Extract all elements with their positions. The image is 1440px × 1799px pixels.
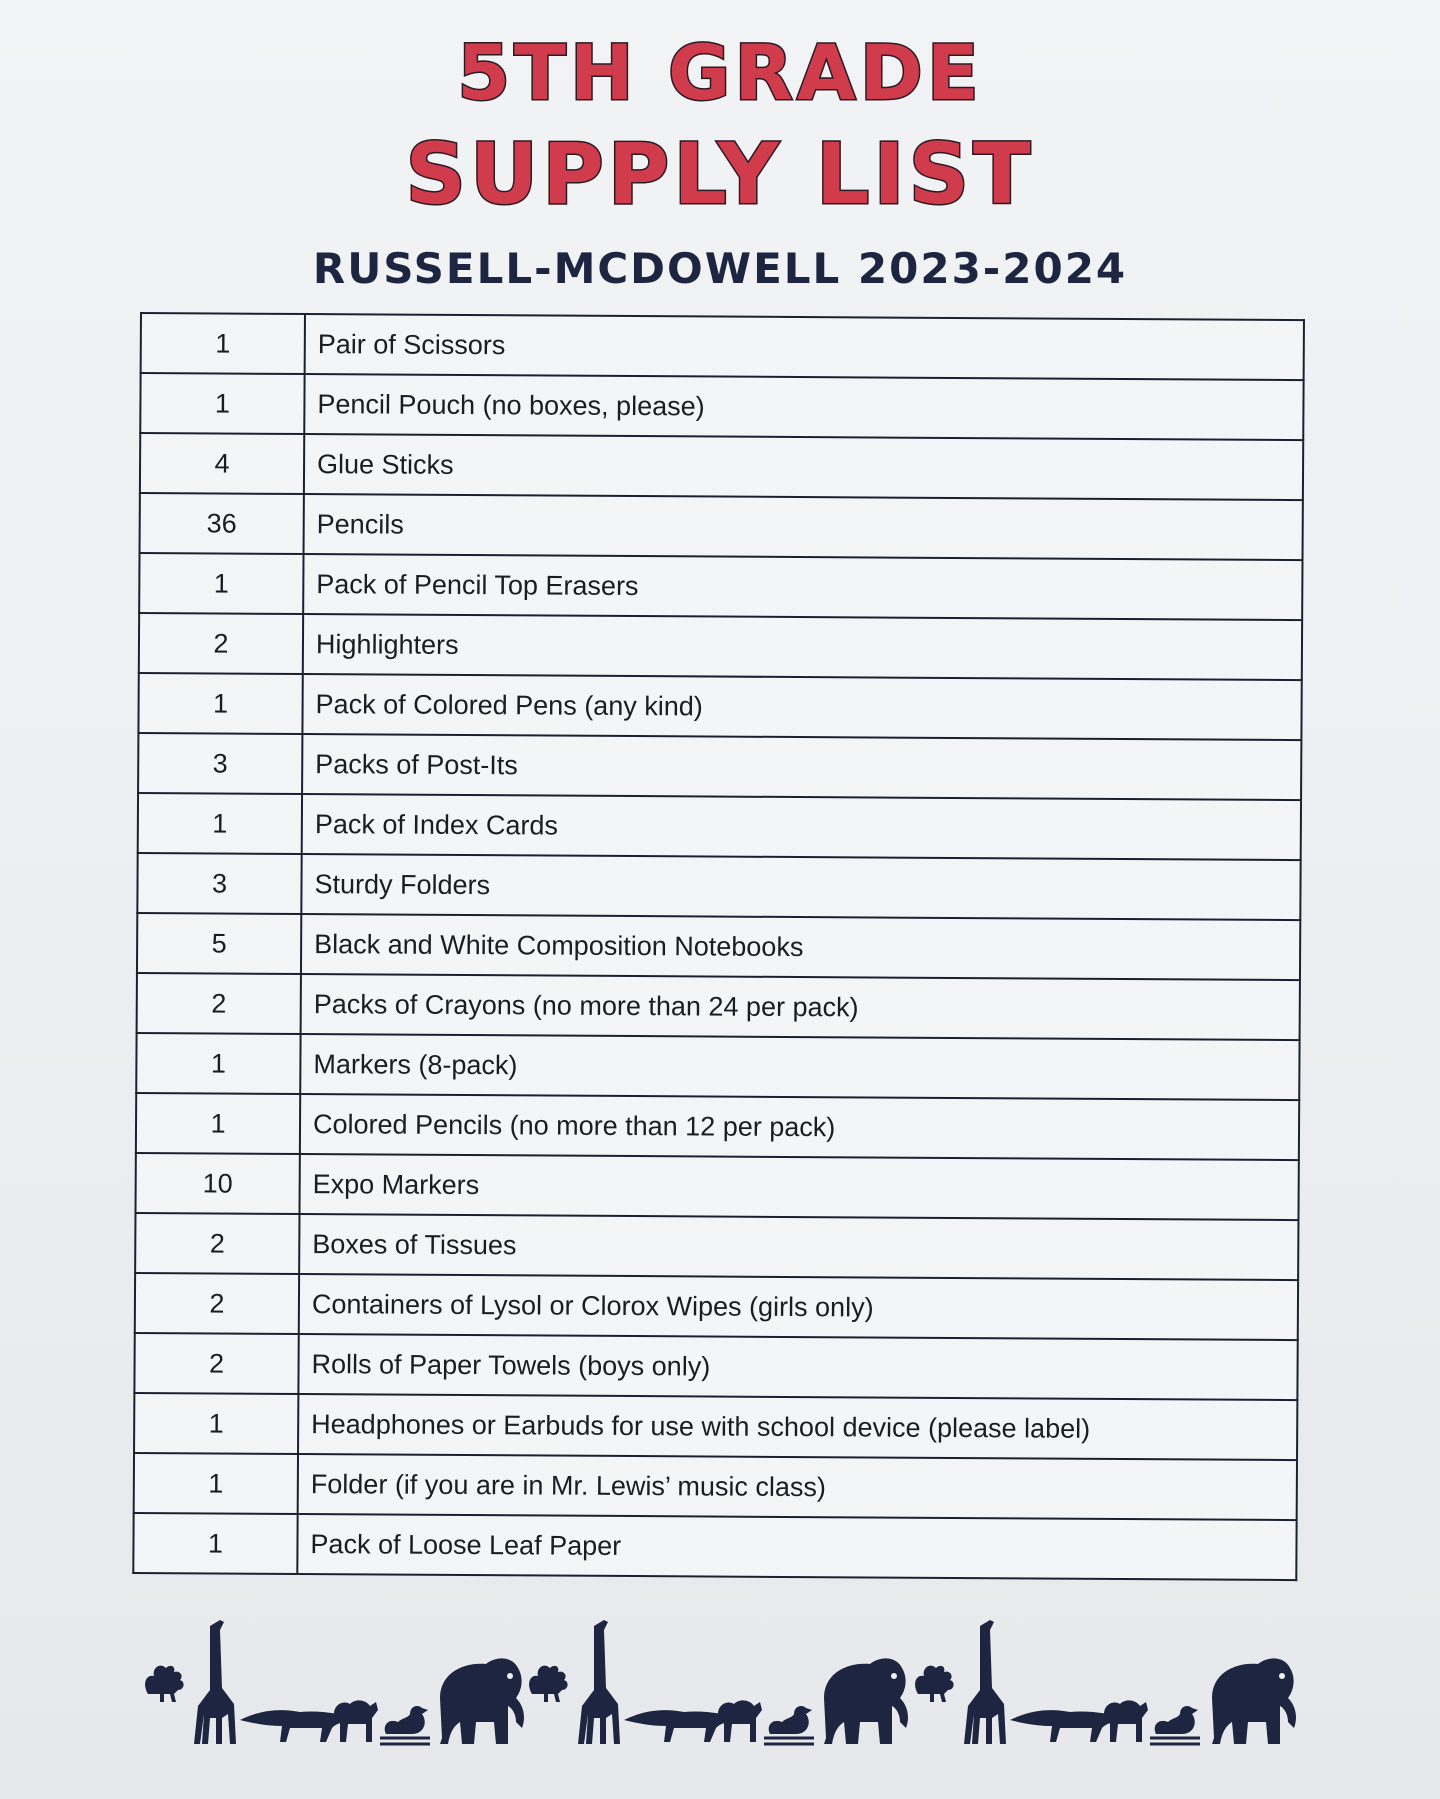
quantity-cell: 2 bbox=[135, 1273, 299, 1334]
item-cell: Pack of Colored Pens (any kind) bbox=[302, 674, 1301, 740]
item-cell: Pack of Loose Leaf Paper bbox=[297, 1514, 1296, 1580]
table-row bbox=[139, 613, 1302, 680]
table-row bbox=[137, 973, 1300, 1040]
duck-icon bbox=[380, 1706, 430, 1744]
item-cell: Glue Sticks bbox=[304, 434, 1303, 500]
elephant-icon bbox=[824, 1658, 908, 1744]
animal-group-2 bbox=[529, 1620, 908, 1744]
item-cell: Folder (if you are in Mr. Lewis’ music class) bbox=[298, 1454, 1297, 1520]
quantity-cell: 3 bbox=[138, 733, 302, 794]
table-row bbox=[137, 913, 1300, 980]
item-cell: Expo Markers bbox=[299, 1154, 1298, 1220]
table-row bbox=[140, 373, 1303, 440]
quantity-cell: 2 bbox=[134, 1333, 298, 1394]
table-row bbox=[134, 1333, 1297, 1400]
item-cell: Pack of Index Cards bbox=[302, 794, 1301, 860]
table-row bbox=[134, 1453, 1297, 1520]
quantity-cell: 1 bbox=[138, 673, 302, 734]
quantity-cell: 1 bbox=[140, 373, 304, 434]
table-row bbox=[138, 673, 1301, 740]
item-cell: Pack of Pencil Top Erasers bbox=[303, 554, 1302, 620]
table-row bbox=[139, 553, 1302, 620]
giraffe-icon bbox=[578, 1620, 620, 1744]
giraffe-icon bbox=[194, 1620, 236, 1744]
item-cell: Pair of Scissors bbox=[305, 314, 1304, 380]
item-cell: Sturdy Folders bbox=[301, 854, 1300, 920]
elephant-icon bbox=[440, 1658, 524, 1744]
table-row bbox=[135, 1213, 1298, 1280]
quantity-cell: 2 bbox=[137, 973, 301, 1034]
quantity-cell: 1 bbox=[134, 1393, 298, 1454]
quantity-cell: 1 bbox=[133, 1513, 297, 1574]
quantity-cell: 1 bbox=[141, 313, 305, 374]
elephant-icon bbox=[1212, 1658, 1296, 1744]
quantity-cell: 1 bbox=[139, 553, 303, 614]
duck-icon bbox=[764, 1706, 814, 1744]
quantity-cell: 1 bbox=[134, 1453, 298, 1514]
table-row bbox=[140, 493, 1303, 560]
lamb-icon bbox=[1104, 1700, 1148, 1742]
table-row bbox=[135, 1153, 1298, 1220]
table-row bbox=[133, 1513, 1296, 1580]
page-subtitle: RUSSELL-MCDOWELL 2023-2024 bbox=[312, 244, 1128, 293]
table-row bbox=[136, 1033, 1299, 1100]
quantity-cell: 1 bbox=[138, 793, 302, 854]
item-cell: Headphones or Earbuds for use with school device (please label) bbox=[298, 1394, 1297, 1460]
item-cell: Packs of Crayons (no more than 24 per pack) bbox=[301, 974, 1300, 1040]
animal-border bbox=[140, 1608, 1320, 1758]
quantity-cell: 1 bbox=[136, 1033, 300, 1094]
quantity-cell: 5 bbox=[137, 913, 301, 974]
lamb-icon bbox=[718, 1700, 762, 1742]
supply-table bbox=[132, 312, 1305, 1581]
animal-group-3 bbox=[915, 1620, 1296, 1744]
item-cell: Rolls of Paper Towels (boys only) bbox=[298, 1334, 1297, 1400]
item-cell: Black and White Composition Notebooks bbox=[301, 914, 1300, 980]
animal-group-1 bbox=[145, 1620, 524, 1744]
giraffe-icon bbox=[964, 1620, 1006, 1744]
item-cell: Highlighters bbox=[303, 614, 1302, 680]
quantity-cell: 36 bbox=[140, 493, 304, 554]
lamb-icon bbox=[334, 1700, 378, 1742]
rooster-icon bbox=[915, 1666, 954, 1702]
item-cell: Markers (8-pack) bbox=[300, 1034, 1299, 1100]
item-cell: Colored Pencils (no more than 12 per pack) bbox=[300, 1094, 1299, 1160]
table-row bbox=[140, 433, 1303, 500]
quantity-cell: 3 bbox=[137, 853, 301, 914]
table-row bbox=[138, 733, 1301, 800]
page-title-line2: SUPPLY LIST bbox=[405, 125, 1035, 223]
table-row bbox=[137, 853, 1300, 920]
table-row bbox=[138, 793, 1301, 860]
item-cell: Pencils bbox=[304, 494, 1303, 560]
item-cell: Containers of Lysol or Clorox Wipes (girls only) bbox=[299, 1274, 1298, 1340]
table-row bbox=[141, 313, 1304, 380]
item-cell: Packs of Post-Its bbox=[302, 734, 1301, 800]
item-cell: Boxes of Tissues bbox=[299, 1214, 1298, 1280]
item-cell: Pencil Pouch (no boxes, please) bbox=[304, 374, 1303, 440]
rooster-icon bbox=[529, 1666, 568, 1702]
rooster-icon bbox=[145, 1666, 184, 1702]
quantity-cell: 2 bbox=[139, 613, 303, 674]
quantity-cell: 2 bbox=[135, 1213, 299, 1274]
duck-icon bbox=[1150, 1706, 1200, 1744]
quantity-cell: 4 bbox=[140, 433, 304, 494]
quantity-cell: 1 bbox=[136, 1093, 300, 1154]
table-row bbox=[134, 1393, 1297, 1460]
table-row bbox=[136, 1093, 1299, 1160]
quantity-cell: 10 bbox=[135, 1153, 299, 1214]
page-title-line1: 5TH GRADE bbox=[457, 28, 983, 117]
table-row bbox=[135, 1273, 1298, 1340]
